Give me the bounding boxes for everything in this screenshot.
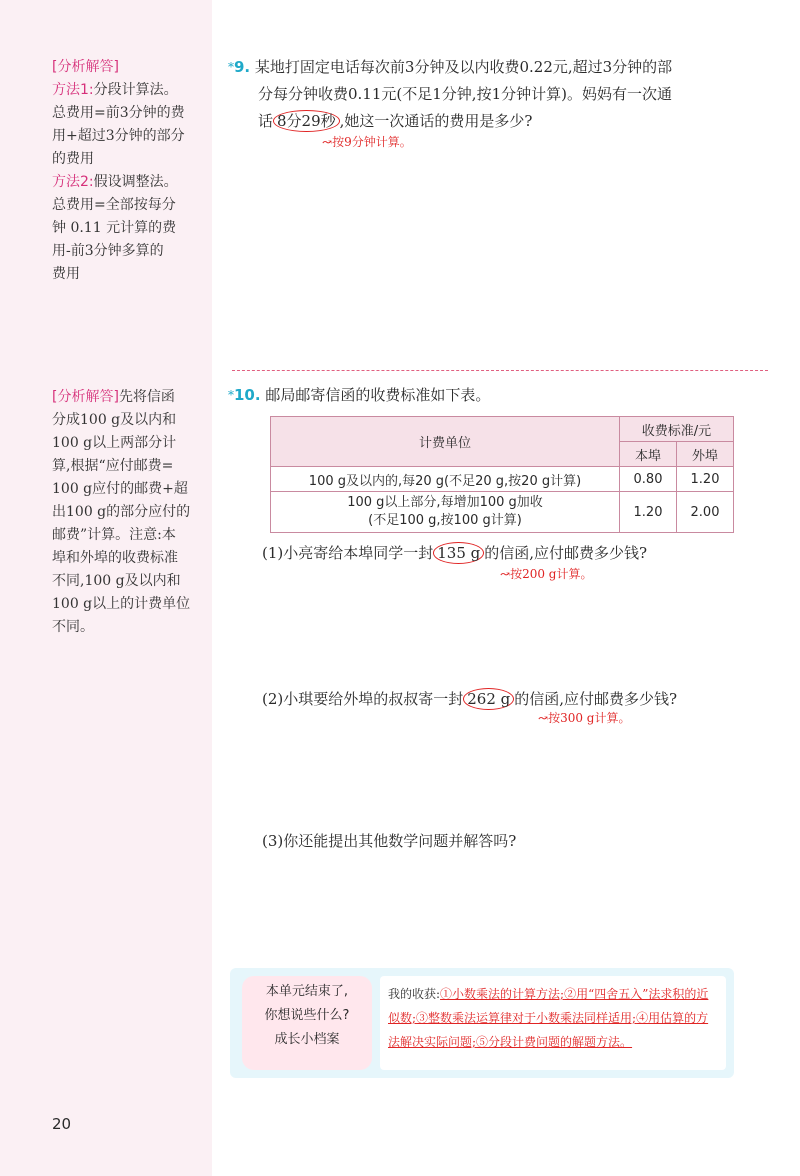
- fee-table: [270, 416, 734, 533]
- harvest-label: 我的收获:: [388, 987, 441, 1001]
- table-row: [271, 492, 734, 533]
- question-10-2: [262, 686, 800, 713]
- star-icon: *: [228, 388, 234, 402]
- question-line: 分每分钟收费0.11元(不足1分钟,按1分钟计算)。妈妈有一次通: [258, 85, 672, 103]
- analysis-line: 分成100 g及以内和: [52, 412, 177, 428]
- growth-harvest: [380, 976, 726, 1070]
- question-10-3: (3)你还能提出其他数学问题并解答吗?: [262, 832, 517, 850]
- analysis-line: 埠和外埠的收费标准: [52, 550, 178, 566]
- growth-prompt-line: 你想说些什么?: [264, 1008, 350, 1023]
- analysis-header: [分析解答]: [52, 59, 119, 75]
- table-cell-line: (不足100 g,按100 g计算): [368, 513, 522, 528]
- question-line: (2)小琪要给外埠的叔叔寄一封: [262, 690, 464, 708]
- question-10-1: [262, 540, 800, 567]
- annotation-text: 按9分钟计算。: [332, 135, 412, 149]
- table-cell: 1.20: [620, 492, 677, 533]
- method2-line: 钟 0.11 元计算的费: [52, 220, 177, 236]
- analysis-line: 不同,100 g及以内和: [52, 573, 181, 589]
- analysis-line: 先将信函: [118, 389, 175, 405]
- question-line: 的信函,应付邮费多少钱?: [514, 690, 678, 708]
- method2-line: 假设调整法。: [93, 174, 178, 190]
- table-header-out: 外埠: [676, 442, 733, 467]
- method2-line: 费用: [52, 266, 80, 282]
- analysis-line: 算,根据“应付邮费=: [52, 458, 174, 474]
- question-line: 的信函,应付邮费多少钱?: [484, 544, 648, 562]
- analysis-line: 邮费”计算。注意:本: [52, 527, 176, 543]
- question-line: 邮局邮寄信函的收费标准如下表。: [265, 386, 491, 404]
- harvest-item: ③整数乘法运算律对于小数乘法同样适用;: [416, 1011, 637, 1025]
- growth-prompt-line: 本单元结束了,: [265, 984, 349, 999]
- question-line: (1)小亮寄给本埠同学一封: [262, 544, 434, 562]
- method2-line: 总费用=全部按每分: [52, 197, 176, 213]
- question-number: 9.: [234, 58, 251, 76]
- table-cell-line: 100 g以上部分,每增加100 g加收: [347, 495, 543, 510]
- page-number: 20: [52, 1115, 72, 1133]
- analysis-line: 100 g以上两部分计: [52, 435, 177, 451]
- circled-value: 8分29秒: [273, 110, 340, 132]
- method1-label: 方法1:: [52, 82, 94, 98]
- harvest-item: ①小数乘法的计算方法;: [440, 987, 565, 1001]
- annotation-note: ↝按9分钟计算。: [322, 135, 412, 149]
- method2-label: 方法2:: [52, 174, 94, 190]
- circled-value: 262 g: [463, 688, 514, 710]
- analysis-block-q9: [52, 56, 202, 286]
- question-9: [228, 54, 768, 135]
- analysis-line: 100 g以上的计费单位: [52, 596, 191, 612]
- question-line: 话: [258, 112, 274, 130]
- method1-line: 分段计算法。: [93, 82, 178, 98]
- question-10-intro: [228, 382, 768, 409]
- section-divider: [232, 370, 768, 371]
- analysis-block-q10: [52, 386, 202, 639]
- circled-value: 135 g: [433, 542, 484, 564]
- annotation-text: 按200 g计算。: [510, 567, 593, 581]
- analysis-header: [分析解答]: [52, 389, 119, 405]
- method2-line: 用-前3分钟多算的: [52, 243, 164, 259]
- growth-archive: [230, 968, 734, 1078]
- annotation-note: ↝按300 g计算。: [538, 711, 631, 725]
- method1-line: 用+超过3分钟的部分: [52, 128, 185, 144]
- analysis-line: 出100 g的部分应付的: [52, 504, 191, 520]
- question-number: 10.: [234, 386, 261, 404]
- table-cell: [271, 492, 620, 533]
- table-header-standard: 收费标准/元: [620, 417, 734, 442]
- table-cell: 2.00: [676, 492, 733, 533]
- star-icon: *: [228, 60, 234, 74]
- analysis-line: 不同。: [52, 619, 94, 635]
- table-cell: 1.20: [676, 467, 733, 492]
- table-row: [271, 467, 734, 492]
- growth-prompt: [242, 976, 372, 1070]
- harvest-item: ②用“四舍五入”法求积的近似数;: [388, 987, 709, 1025]
- harvest-item: ⑤分段计费问题的解题方法。: [476, 1035, 633, 1049]
- table-header-local: 本埠: [620, 442, 677, 467]
- annotation-text: 按300 g计算。: [548, 711, 631, 725]
- table-header-unit: 计费单位: [271, 417, 620, 467]
- harvest-item: ④用估算的方法解决实际问题;: [388, 1011, 709, 1049]
- annotation-note: ↝按200 g计算。: [500, 567, 593, 581]
- method1-line: 总费用=前3分钟的费: [52, 105, 185, 121]
- method1-line: 的费用: [52, 151, 94, 167]
- question-line: 某地打固定电话每次前3分钟及以内收费0.22元,超过3分钟的部: [254, 58, 673, 76]
- table-cell: 0.80: [620, 467, 677, 492]
- question-line: ,她这一次通话的费用是多少?: [339, 112, 533, 130]
- growth-prompt-line: 成长小档案: [274, 1032, 340, 1047]
- analysis-line: 100 g应付的邮费+超: [52, 481, 188, 497]
- table-cell: 100 g及以内的,每20 g(不足20 g,按20 g计算): [271, 467, 620, 492]
